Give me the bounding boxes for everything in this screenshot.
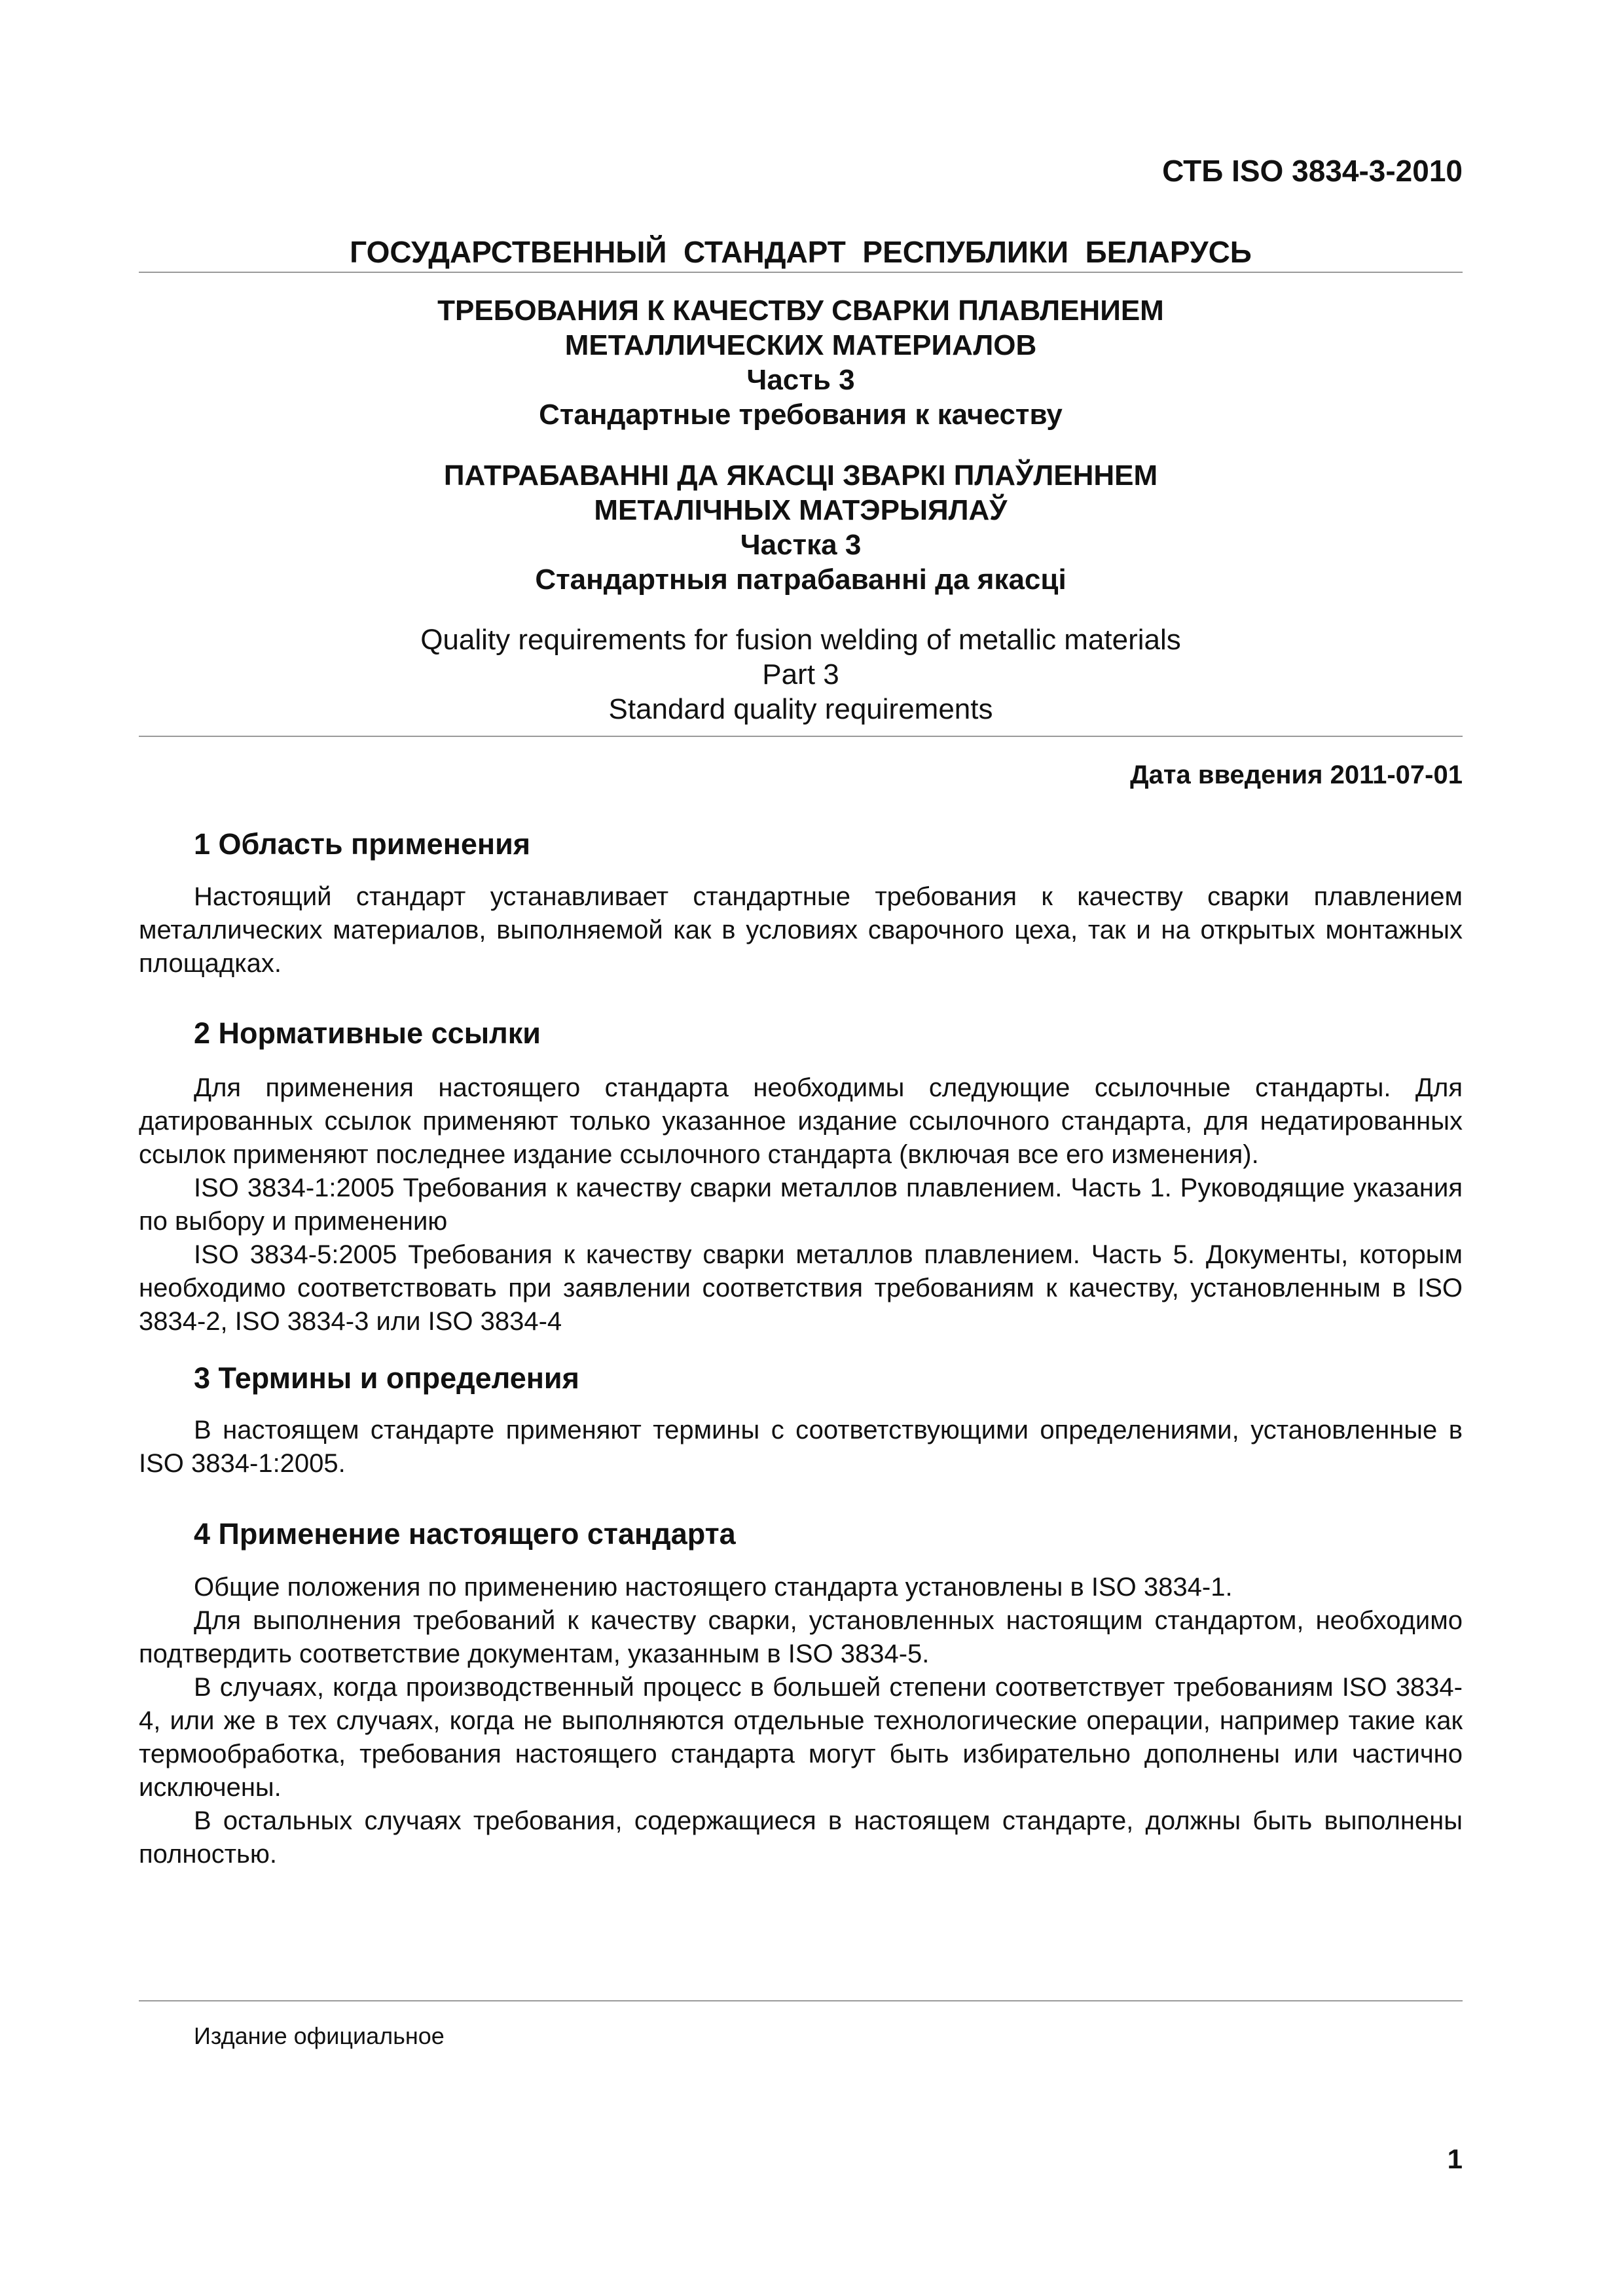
section-2-heading: 2 Нормативные ссылки: [194, 1016, 541, 1050]
section-1-paragraph: Настоящий стандарт устанавливает стандартные требования к качеству сварки плавлением металлических материалов, выполняемой как в условиях сварочного цеха, так и на открытых монтажных площадках.: [139, 882, 1463, 978]
title-ru-line1: ТРЕБОВАНИЯ К КАЧЕСТВУ СВАРКИ ПЛАВЛЕНИЕМ: [437, 295, 1164, 327]
section-2-paragraph: ISO 3834-1:2005 Требования к качеству сварки металлов плавлением. Часть 1. Руководящие указания по выбору и применению: [139, 1174, 1463, 1236]
section-4-heading: 4 Применение настоящего стандарта: [194, 1517, 736, 1551]
title-by-line1: ПАТРАБАВАННІ ДА ЯКАСЦІ ЗВАРКІ ПЛАЎЛЕННЕМ: [443, 459, 1158, 492]
page-number: 1: [1447, 2144, 1463, 2174]
title-en-subtitle: Standard quality requirements: [608, 693, 993, 725]
section-1-heading: 1 Область применения: [194, 827, 531, 861]
title-en-line1: Quality requirements for fusion welding of metallic materials: [420, 624, 1181, 656]
document-code: СТБ ISO 3834-3-2010: [1162, 154, 1463, 188]
section-3-body: [139, 1414, 1463, 1480]
title-by: [139, 458, 1463, 597]
section-3-heading: 3 Термины и определения: [194, 1361, 579, 1395]
section-4-paragraph: В остальных случаях требования, содержащиеся в настоящем стандарте, должны быть выполнены полностью.: [139, 1806, 1463, 1869]
title-by-part: Частка 3: [740, 529, 862, 561]
section-4-body: [139, 1571, 1463, 1871]
section-4-paragraph: В случаях, когда производственный процесс в большей степени соответствует требованиям ISO 3834-4, или же в тех случаях, когда не выполняются отдельные технологические операции, например такие как термообработка, требования настоящего стандарта могут быть избирательно дополнены или частично исключены.: [139, 1673, 1463, 1802]
title-en: [139, 622, 1463, 726]
section-4-paragraph: Для выполнения требований к качеству сварки, установленных настоящим стандартом, необходимо подтвердить соответствие документам, указанным в ISO 3834-5.: [139, 1606, 1463, 1668]
title-divider: [139, 736, 1463, 737]
footer-divider: [139, 2000, 1463, 2001]
title-ru: [139, 293, 1463, 432]
title-by-subtitle: Стандартныя патрабаванні да якасці: [535, 564, 1067, 596]
title-en-part: Part 3: [762, 658, 839, 691]
introduction-date: Дата введения 2011-07-01: [1130, 761, 1463, 789]
section-2-paragraph: ISO 3834-5:2005 Требования к качеству сварки металлов плавлением. Часть 5. Документы, которым необходимо соответствовать при заявлении соответствия требованиям к качеству, установленным в ISO 3834-2, ISO 3834-3 или ISO 3834-4: [139, 1240, 1463, 1336]
title-by-line2: МЕТАЛІЧНЫХ МАТЭРЫЯЛАЎ: [594, 494, 1008, 526]
title-ru-subtitle: Стандартные требования к качеству: [539, 399, 1063, 431]
state-standard-heading: ГОСУДАРСТВЕННЫЙ СТАНДАРТ РЕСПУБЛИКИ БЕЛАРУСЬ: [350, 235, 1252, 269]
section-4-paragraph: Общие положения по применению настоящего стандарта установлены в ISO 3834-1.: [194, 1573, 1233, 1602]
title-ru-line2: МЕТАЛЛИЧЕСКИХ МАТЕРИАЛОВ: [564, 329, 1037, 361]
section-3-paragraph: В настоящем стандарте применяют термины с соответствующими определениями, установленные в ISO 3834-1:2005.: [139, 1416, 1463, 1478]
official-edition-note: Издание официальное: [194, 2022, 445, 2049]
top-divider: [139, 272, 1463, 273]
section-1-body: [139, 880, 1463, 980]
section-2-body: [139, 1071, 1463, 1338]
section-2-paragraph: Для применения настоящего стандарта необходимы следующие ссылочные стандарты. Для датированных ссылок применяют только указанное издание ссылочного стандарта, для недатированных ссылок применяют последнее издание ссылочного стандарта (включая все его изменения).: [139, 1073, 1463, 1169]
title-ru-part: Часть 3: [746, 364, 855, 396]
